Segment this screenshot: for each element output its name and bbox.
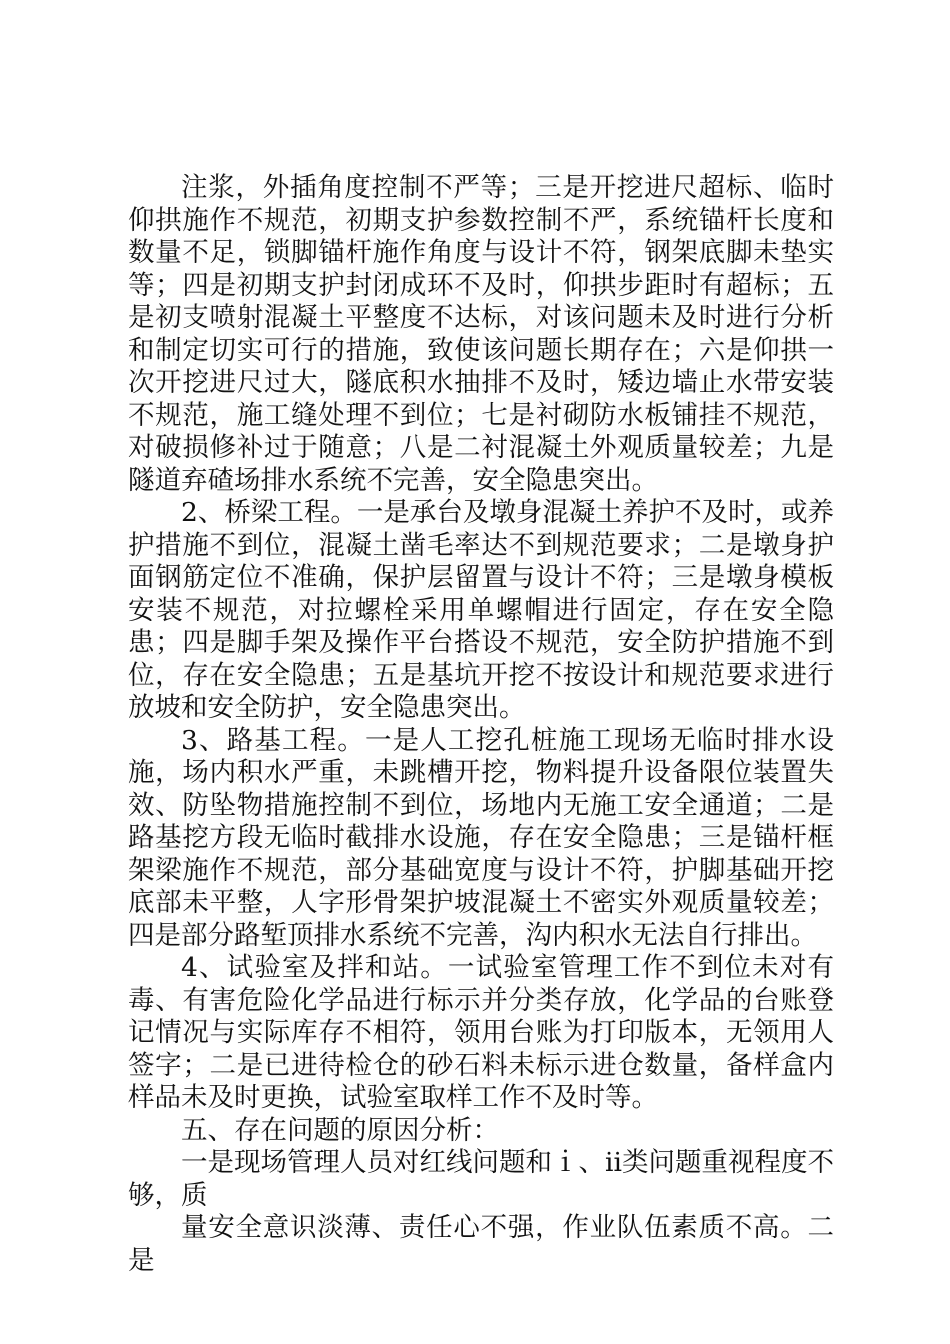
paragraph-cause-continued: 量安全意识淡薄、责任心不强，作业队伍素质不高。二是 [128,1212,834,1276]
paragraph-bridge-engineering: 2、桥梁工程。一是承台及墩身混凝土养护不及时，或养护措施不到位，混凝土凿毛率达不到规范要求；二是墩身护面钢筋定位不准确，保护层留置与设计不符；三是墩身模板安装不规范，对拉螺栓采用单螺帽进行固定，存在安全隐患；四是脚手架及操作平台搭设不规范，安全防护措施不到位，存在安全隐患；五是基坑开挖不按设计和规范要求进行放坡和安全防护，安全隐患突出。 [128,497,834,723]
paragraph-cause-one: 一是现场管理人员对红线问题和ｉ、ii类问题重视程度不够，质 [128,1147,834,1211]
document-body [128,172,834,1277]
paragraph-subgrade-engineering: 3、路基工程。一是人工挖孔桩施工现场无临时排水设施，场内积水严重，未跳槽开挖，物料提升设备限位装置失效、防坠物措施控制不到位，场地内无施工安全通道；二是路基挖方段无临时截排水设施，存在安全隐患；三是锚杆框架梁施作不规范，部分基础宽度与设计不符，护脚基础开挖底部未平整，人字形骨架护坡混凝土不密实外观质量较差；四是部分路堑顶排水系统不完善，沟内积水无法自行排出。 [128,724,834,951]
paragraph-lab-and-mixing-station: 4、试验室及拌和站。一试验室管理工作不到位未对有毒、有害危险化学品进行标示并分类存放，化学品的台账登记情况与实际库存不相符，领用台账为打印版本，无领用人签字；二是已进待检仓的砂石料未标示进仓数量，备样盒内样品未及时更换，试验室取样工作不及时等。 [128,952,834,1113]
paragraph-tunnel-issues: 注浆，外插角度控制不严等；三是开挖进尺超标、临时仰拱施作不规范，初期支护参数控制不严，系统锚杆长度和数量不足，锁脚锚杆施作角度与设计不符，钢架底脚未垫实等；四是初期支护封闭成环不及时，仰拱步距时有超标；五是初支喷射混凝土平整度不达标，对该问题未及时进行分析和制定切实可行的措施，致使该问题长期存在；六是仰拱一次开挖进尺过大，隧底积水抽排不及时，矮边墙止水带安装不规范，施工缝处理不到位；七是衬砌防水板铺挂不规范，对破损修补过于随意；八是二衬混凝土外观质量较差；九是隧道弃碴场排水系统不完善，安全隐患突出。 [128,172,834,496]
section-heading-cause-analysis: 五、存在问题的原因分析： [181,1114,499,1146]
